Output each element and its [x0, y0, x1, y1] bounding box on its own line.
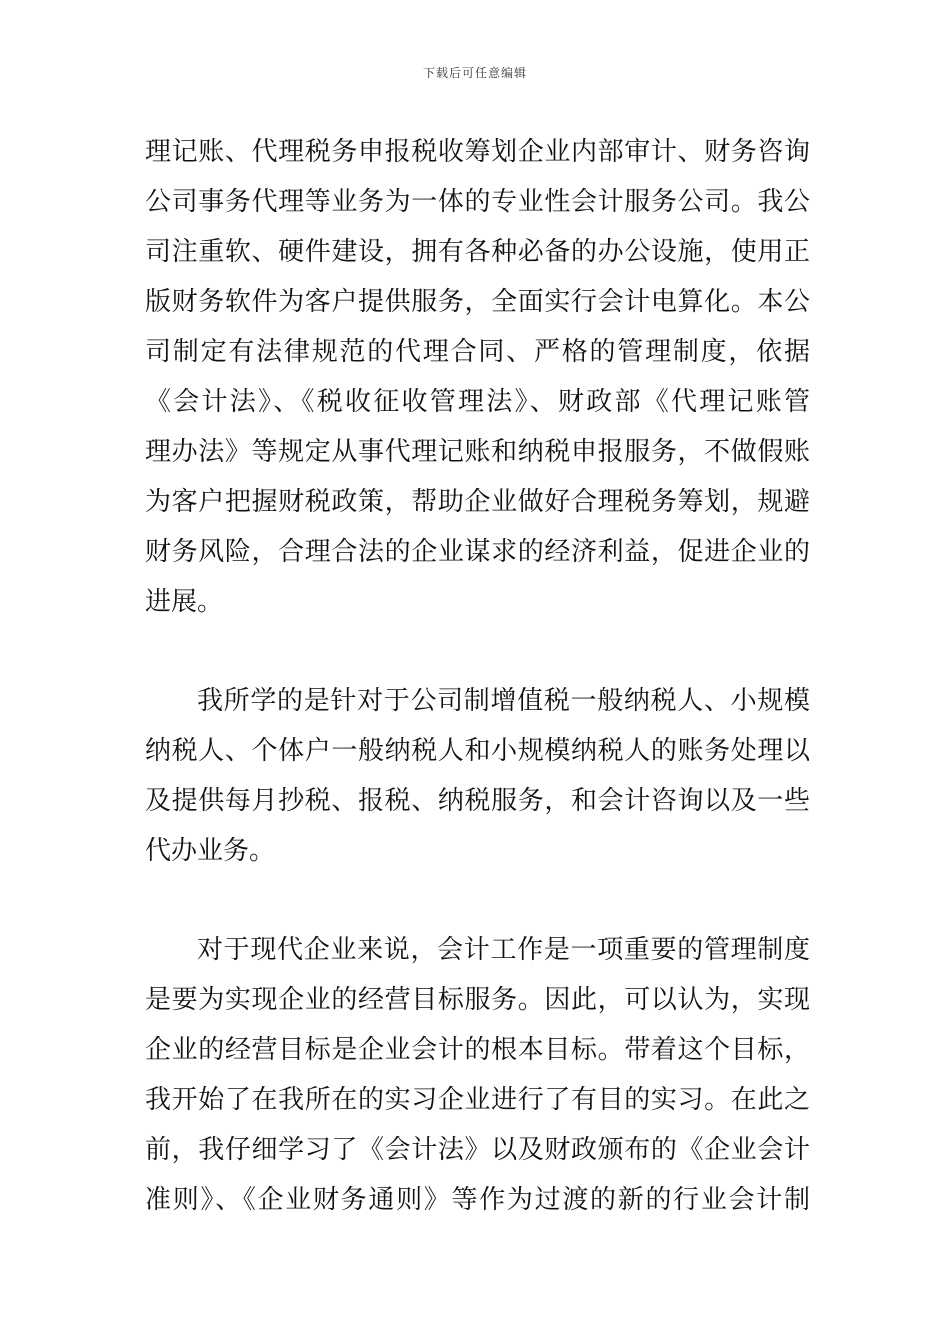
text-line: 为客户把握财税政策，帮助企业做好合理税务筹划，规避	[145, 487, 810, 517]
header-note: 下载后可任意编辑	[422, 66, 527, 80]
paragraph-gap	[145, 627, 810, 676]
paragraph-gap	[145, 876, 810, 925]
text-line: 我开始了在我所在的实习企业进行了有目的实习。在此之	[145, 1085, 810, 1115]
text-line: 《会计法》、《税收征收管理法》、财政部《代理记账管	[145, 387, 810, 417]
text-line: 企业的经营目标是企业会计的根本目标。带着这个目标，	[145, 1035, 810, 1065]
text-line: 对于现代企业来说，会计工作是一项重要的管理制度	[197, 935, 810, 965]
text-line: 我所学的是针对于公司制增值税一般纳税人、小规模	[197, 686, 810, 716]
text-line: 代办业务。	[145, 836, 276, 866]
paragraph-2	[145, 676, 810, 876]
text-line: 进展。	[145, 587, 224, 617]
text-line: 是要为实现企业的经营目标服务。因此，可以认为，实现	[145, 985, 810, 1015]
text-line: 理记账、代理税务申报税收筹划企业内部审计、财务咨询	[145, 137, 810, 167]
text-line: 财务风险，合理合法的企业谋求的经济利益，促进企业的	[145, 537, 810, 567]
text-line: 司制定有法律规范的代理合同、严格的管理制度，依据	[145, 337, 810, 367]
text-line: 司注重软、硬件建设，拥有各种必备的办公设施，使用正	[145, 237, 810, 267]
paragraph-3	[145, 925, 810, 1225]
paragraph-1	[145, 127, 810, 627]
text-line: 前，我仔细学习了《会计法》以及财政颁布的《企业会计	[145, 1135, 810, 1165]
text-line: 及提供每月抄税、报税、纳税服务，和会计咨询以及一些	[145, 786, 810, 816]
text-line: 纳税人、个体户一般纳税人和小规模纳税人的账务处理以	[145, 736, 810, 766]
text-line: 准则》、《企业财务通则》等作为过渡的新的行业会计制	[145, 1185, 810, 1215]
text-line: 理办法》等规定从事代理记账和纳税申报服务，不做假账	[145, 437, 810, 467]
document-body	[145, 127, 810, 1225]
text-line: 公司事务代理等业务为一体的专业性会计服务公司。我公	[145, 187, 810, 217]
text-line: 版财务软件为客户提供服务，全面实行会计电算化。本公	[145, 287, 810, 317]
